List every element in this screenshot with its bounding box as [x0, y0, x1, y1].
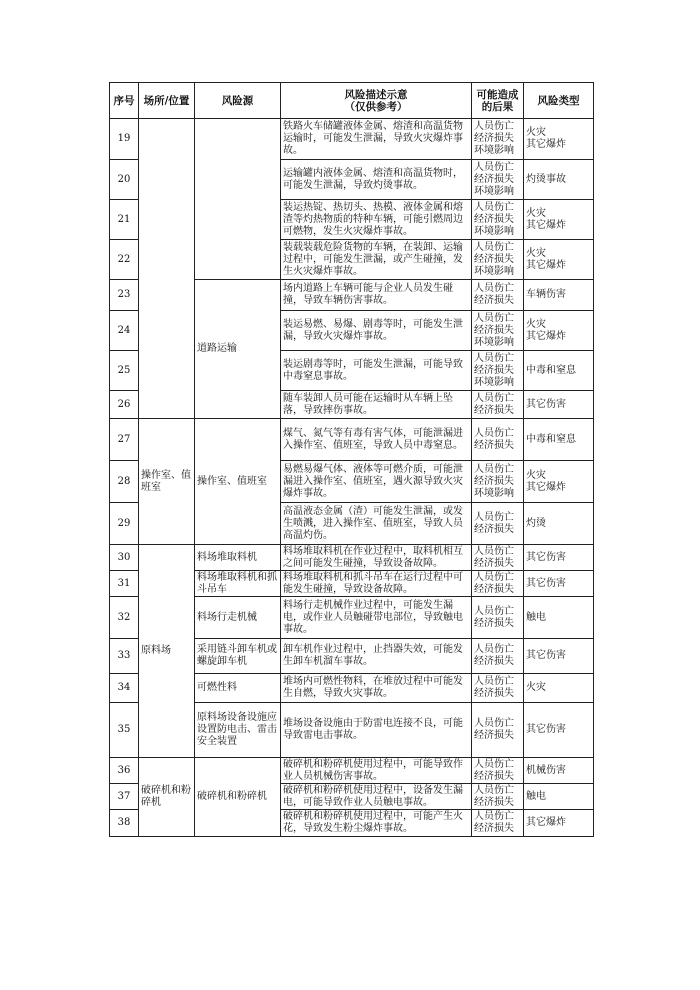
consequence-line: 环境影响	[474, 265, 514, 277]
row-number: 22	[110, 240, 139, 280]
risk-description: 铁路火车储罐液体金属、熔渣和高温货物运输时，可能发生泄漏，导致火灾爆炸事故。	[281, 119, 472, 160]
consequence-cell	[472, 391, 524, 419]
consequence-line: 经济损失	[474, 617, 514, 629]
risk-type-line: 火灾	[526, 247, 546, 259]
risk-description: 装运热锭、热切头、热模、液体金属和熔渣等灼热物质的特种车辆，可能引燃周边可燃物，发生火灾爆炸事故。	[281, 200, 472, 240]
consequence-line: 经济损失	[474, 173, 514, 185]
consequence-line: 人员伤亡	[474, 283, 514, 294]
risk-type-cell	[524, 758, 594, 784]
row-number: 35	[110, 703, 139, 758]
source-cell: 采用链斗卸车机或螺旋卸车机	[195, 639, 281, 674]
location-cell-blank	[139, 119, 195, 419]
risk-type-line: 其它爆炸	[526, 259, 566, 271]
source-cell: 料场行走机械	[195, 597, 281, 639]
consequence-cell	[472, 503, 524, 545]
consequence-line: 人员伤亡	[474, 644, 514, 655]
row-number: 31	[110, 571, 139, 597]
consequence-line: 经济损失	[474, 730, 514, 741]
risk-description: 场内道路上车辆可能与企业人员发生碰撞，导致车辆伤害事故。	[281, 280, 472, 311]
risk-type-line: 火灾	[526, 318, 546, 330]
risk-description: 卸车机作业过程中，止挡器失效，可能发生卸车机溜车事故。	[281, 639, 472, 674]
source-cell-crusher: 破碎机和粉碎机	[195, 758, 281, 837]
risk-type-line: 其它伤害	[526, 577, 566, 589]
consequence-line: 经济损失	[474, 823, 514, 834]
header-no: 序号	[110, 83, 139, 119]
row-number: 24	[110, 311, 139, 351]
risk-type-cell	[524, 674, 594, 703]
row-number: 28	[110, 461, 139, 503]
row-number: 29	[110, 503, 139, 545]
consequence-line: 人员伤亡	[474, 571, 514, 583]
location-cell-crusher: 破碎机和粉碎机	[139, 758, 195, 837]
row-number: 37	[110, 784, 139, 810]
consequence-line: 人员伤亡	[474, 121, 514, 132]
consequence-cell	[472, 597, 524, 639]
risk-type-line: 中毒和窒息	[526, 364, 576, 376]
risk-type-cell	[524, 784, 594, 810]
consequence-line: 经济损失	[474, 133, 514, 144]
header-description	[281, 83, 472, 119]
row-number: 20	[110, 160, 139, 200]
consequence-cell	[472, 571, 524, 597]
risk-type-cell	[524, 280, 594, 311]
consequence-line: 环境影响	[474, 376, 514, 388]
row-number: 19	[110, 119, 139, 160]
consequence-line: 人员伤亡	[474, 511, 514, 523]
risk-type-line: 其它爆炸	[526, 219, 566, 231]
consequence-line: 人员伤亡	[474, 352, 514, 364]
risk-description: 运输罐内液体金属、熔渣和高温货物时，可能发生泄漏，导致灼烫事故。	[281, 160, 472, 200]
consequence-cell	[472, 784, 524, 810]
header-row	[110, 83, 594, 119]
risk-type-cell	[524, 545, 594, 571]
risk-type-line: 其它伤害	[526, 650, 566, 661]
risk-type-line: 灼烫	[526, 517, 546, 529]
row-number: 30	[110, 545, 139, 571]
consequence-line: 人员伤亡	[474, 241, 514, 253]
row-number: 32	[110, 597, 139, 639]
consequence-line: 人员伤亡	[474, 392, 514, 404]
header-consequence: 可能造成的后果	[472, 83, 524, 119]
consequence-cell	[472, 119, 524, 160]
risk-type-cell	[524, 503, 594, 545]
consequence-line: 经济损失	[474, 656, 514, 667]
table-row	[110, 419, 594, 461]
risk-description: 装运易燃、易爆、剧毒等时，可能发生泄漏，导致火灾爆炸事故。	[281, 311, 472, 351]
consequence-line: 环境影响	[474, 487, 514, 499]
source-cell: 可燃性料	[195, 674, 281, 703]
source-cell: 原料场设备设施应设置防电击、雷击安全装置	[195, 703, 281, 758]
consequence-line: 人员伤亡	[474, 676, 514, 687]
risk-type-line: 车辆伤害	[526, 289, 566, 300]
consequence-line: 人员伤亡	[474, 201, 514, 213]
row-number: 27	[110, 419, 139, 461]
risk-type-cell	[524, 240, 594, 280]
risk-type-cell	[524, 703, 594, 758]
row-number: 26	[110, 391, 139, 419]
consequence-line: 环境影响	[474, 336, 514, 348]
risk-type-cell	[524, 419, 594, 461]
row-number: 21	[110, 200, 139, 240]
risk-type-cell	[524, 597, 594, 639]
consequence-line: 经济损失	[474, 295, 514, 306]
row-number: 33	[110, 639, 139, 674]
risk-type-line: 火灾	[526, 207, 546, 219]
consequence-line: 人员伤亡	[474, 605, 514, 617]
consequence-line: 人员伤亡	[474, 463, 514, 475]
risk-type-cell	[524, 311, 594, 351]
risk-description: 装运剧毒等时，可能发生泄漏，可能导致中毒窒息事故。	[281, 351, 472, 391]
consequence-line: 环境影响	[474, 145, 514, 156]
risk-type-line: 灼烫事故	[526, 173, 566, 185]
consequence-line: 经济损失	[474, 523, 514, 535]
header-description-note: （仅供参考）	[344, 100, 408, 113]
risk-type-line: 其它爆炸	[526, 817, 566, 828]
risk-type-line: 触电	[526, 790, 546, 802]
risk-type-cell	[524, 200, 594, 240]
consequence-line: 经济损失	[474, 557, 514, 569]
risk-type-line: 其它爆炸	[526, 481, 566, 493]
risk-type-line: 其它爆炸	[526, 139, 566, 150]
consequence-line: 人员伤亡	[474, 811, 514, 822]
consequence-cell	[472, 280, 524, 311]
consequence-cell	[472, 674, 524, 703]
consequence-line: 人员伤亡	[474, 427, 514, 439]
consequence-line: 经济损失	[474, 364, 514, 376]
risk-type-cell	[524, 119, 594, 160]
risk-type-line: 火灾	[526, 127, 546, 138]
consequence-cell	[472, 639, 524, 674]
consequence-cell	[472, 758, 524, 784]
risk-type-line: 火灾	[526, 469, 546, 481]
risk-description: 料场行走机械作业过程中，可能发生漏电，或作业人员触碰带电部位，导致触电事故。	[281, 597, 472, 639]
consequence-line: 经济损失	[474, 213, 514, 225]
risk-description: 破碎机和粉碎机使用过程中，可能导致作业人员机械伤害事故。	[281, 758, 472, 784]
risk-description: 破碎机和粉碎机使用过程中，设备发生漏电，可能导致作业人员触电事故。	[281, 784, 472, 810]
consequence-line: 经济损失	[474, 253, 514, 265]
source-cell-operation-room: 操作室、值班室	[195, 419, 281, 545]
location-cell-operation-room: 操作室、值班室	[139, 419, 195, 545]
consequence-line: 环境影响	[474, 185, 514, 197]
risk-type-cell	[524, 639, 594, 674]
consequence-cell	[472, 351, 524, 391]
consequence-line: 人员伤亡	[474, 161, 514, 173]
consequence-cell	[472, 461, 524, 503]
consequence-line: 经济损失	[474, 688, 514, 699]
risk-description: 易燃易爆气体、液体等可燃介质，可能泄漏进入操作室、值班室，遇火源导致火灾爆炸事故。	[281, 461, 472, 503]
risk-type-line: 其它伤害	[526, 551, 566, 563]
location-cell-yard: 原料场	[139, 545, 195, 758]
row-number: 34	[110, 674, 139, 703]
risk-description: 料场堆取料机和抓斗吊车在运行过程中可能发生碰撞，导致设备故障。	[281, 571, 472, 597]
row-number: 23	[110, 280, 139, 311]
consequence-cell	[472, 545, 524, 571]
risk-description: 煤气、氮气等有毒有害气体，可能泄漏进入操作室、值班室，导致人员中毒窒息。	[281, 419, 472, 461]
source-cell: 料场堆取料机	[195, 545, 281, 571]
risk-type-line: 中毒和窒息	[526, 433, 576, 445]
table-row	[110, 545, 594, 571]
risk-type-cell	[524, 160, 594, 200]
consequence-line: 人员伤亡	[474, 545, 514, 557]
risk-type-cell	[524, 461, 594, 503]
risk-description: 料场堆取料机在作业过程中，取料机相互之间可能发生碰撞，导致设备故障。	[281, 545, 472, 571]
source-cell: 料场堆取料机和抓斗吊车	[195, 571, 281, 597]
risk-description: 随车装卸人员可能在运输时从车辆上坠落，导致摔伤事故。	[281, 391, 472, 419]
risk-type-line: 机械伤害	[526, 764, 566, 776]
risk-type-cell	[524, 810, 594, 837]
consequence-line: 人员伤亡	[474, 784, 514, 796]
header-source: 风险源	[195, 83, 281, 119]
table-row	[110, 119, 594, 160]
risk-description: 高温液态金属（渣）可能发生泄漏，或发生喷溅，进入操作室、值班室，导致人员高温灼伤。	[281, 503, 472, 545]
header-description-title: 风险描述示意	[344, 88, 408, 101]
risk-description: 装载装载危险货物的车辆，在装卸、运输过程中，可能发生泄漏，或产生碰撞，发生火灾爆炸事故。	[281, 240, 472, 280]
consequence-line: 环境影响	[474, 225, 514, 237]
header-type: 风险类型	[524, 83, 594, 119]
row-number: 36	[110, 758, 139, 784]
consequence-line: 人员伤亡	[474, 758, 514, 770]
consequence-cell	[472, 810, 524, 837]
source-cell-road: 道路运输	[195, 280, 281, 419]
risk-type-cell	[524, 391, 594, 419]
risk-description: 破碎机和粉碎机使用过程中，可能产生火花，导致发生粉尘爆炸事故。	[281, 810, 472, 837]
consequence-cell	[472, 311, 524, 351]
header-location: 场所/位置	[139, 83, 195, 119]
consequence-cell	[472, 200, 524, 240]
consequence-line: 经济损失	[474, 439, 514, 451]
consequence-cell	[472, 160, 524, 200]
consequence-line: 人员伤亡	[474, 718, 514, 729]
consequence-line: 经济损失	[474, 324, 514, 336]
risk-type-line: 其它伤害	[526, 398, 566, 410]
row-number: 25	[110, 351, 139, 391]
risk-description: 堆场内可燃性物料，在堆放过程中可能发生自燃，导致火灾事故。	[281, 674, 472, 703]
consequence-cell	[472, 240, 524, 280]
consequence-line: 经济损失	[474, 796, 514, 808]
risk-type-cell	[524, 571, 594, 597]
risk-type-line: 触电	[526, 611, 546, 623]
consequence-line: 经济损失	[474, 770, 514, 782]
table-row	[110, 758, 594, 784]
risk-type-line: 其它伤害	[526, 724, 566, 735]
source-cell-blank	[195, 119, 281, 280]
consequence-line: 经济损失	[474, 583, 514, 595]
risk-description: 堆场设备设施由于防雷电连接不良，可能导致雷电击事故。	[281, 703, 472, 758]
consequence-line: 人员伤亡	[474, 312, 514, 324]
consequence-cell	[472, 703, 524, 758]
risk-type-line: 其它爆炸	[526, 330, 566, 342]
risk-type-line: 火灾	[526, 682, 546, 693]
consequence-line: 经济损失	[474, 475, 514, 487]
risk-type-cell	[524, 351, 594, 391]
consequence-line: 经济损失	[474, 404, 514, 416]
consequence-cell	[472, 419, 524, 461]
row-number: 38	[110, 810, 139, 837]
risk-table	[109, 82, 594, 837]
